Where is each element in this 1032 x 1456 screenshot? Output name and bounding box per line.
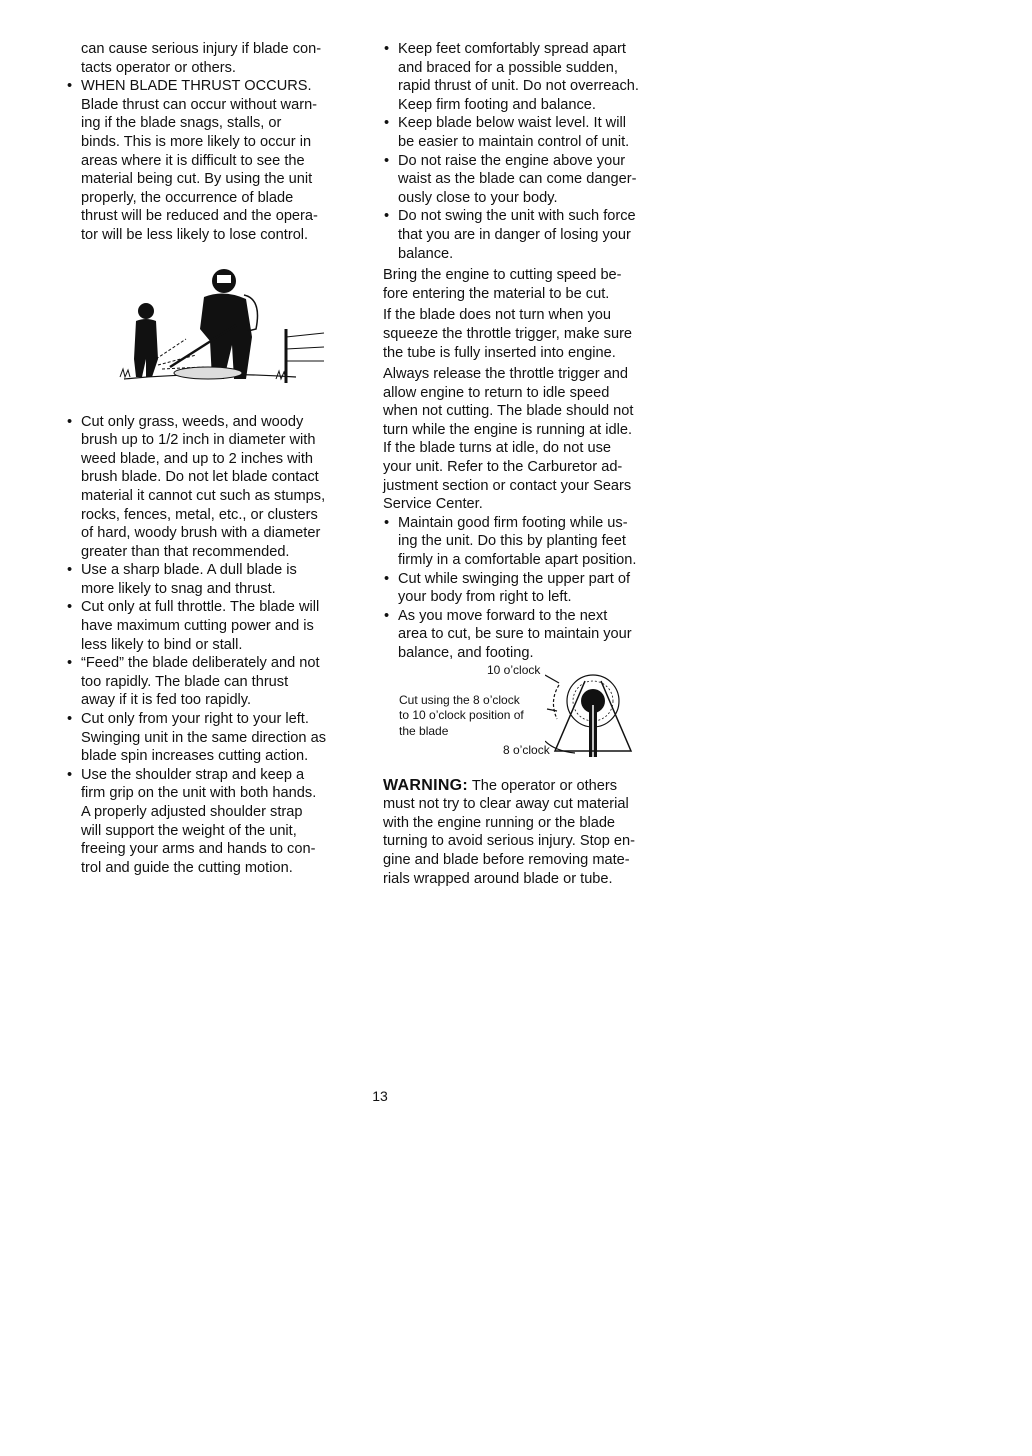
text-line: less likely to bind or stall. (81, 636, 243, 653)
text-line: trol and guide the cutting motion. (81, 859, 293, 876)
list-item (66, 561, 364, 598)
left-column (66, 40, 364, 877)
text-line: your unit. Refer to the Carburetor ad- (383, 459, 623, 476)
text-line: area to cut, be sure to maintain your (398, 626, 632, 643)
text-line: balance. (398, 245, 454, 262)
list-item (383, 152, 683, 208)
text-line: too rapidly. The blade can thrust (81, 673, 289, 690)
text-line: Keep firm footing and balance. (398, 96, 596, 113)
text-line: rials wrapped around blade or tube. (383, 870, 613, 887)
text-line: ing the unit. Do this by planting feet (398, 533, 626, 550)
text-line: squeeze the throttle trigger, make sure (383, 325, 633, 342)
text-line: • Maintain good firm footing while us- (398, 514, 628, 531)
text-line: the tube is fully inserted into engine. (383, 344, 616, 361)
operator-with-brushcutter-illustration (96, 259, 326, 399)
text-line: blade spin increases cutting action. (81, 748, 309, 765)
list-item (66, 710, 364, 766)
text-line: • Do not swing the unit with such force (398, 208, 636, 225)
page-number: 13 (372, 1088, 388, 1104)
text-line: freeing your arms and hands to con- (81, 841, 316, 858)
text-line: • Use a sharp blade. A dull blade is (81, 562, 297, 579)
label-10-oclock: 10 o’clock (487, 662, 541, 677)
warning-paragraph (383, 777, 683, 889)
text-line: If the blade does not turn when you (383, 307, 611, 324)
blade-thrust-bullet (66, 77, 364, 244)
caption-line: to 10 o’clock position of (399, 708, 524, 723)
text-line: of hard, woody brush with a diameter (81, 525, 321, 542)
blade-clock-figure (383, 661, 683, 777)
warning-first-line (383, 777, 683, 796)
text-line: justment section or contact your Sears (383, 477, 632, 494)
text-line: rocks, fences, metal, etc., or clusters (81, 506, 318, 523)
text-line: • Cut only from your right to your left. (81, 711, 309, 728)
text-line: more likely to snag and thrust. (81, 580, 276, 597)
text-line: gine and blade before removing mate- (383, 851, 630, 868)
text-line: • Cut while swinging the upper part of (398, 570, 631, 587)
list-item (383, 40, 683, 114)
text-line: Swinging unit in the same direction as (81, 729, 326, 746)
text-line: material being cut. By using the unit (81, 171, 313, 188)
paragraph (383, 306, 683, 362)
text-line: • Keep blade below waist level. It will (398, 115, 626, 132)
text-line: firm grip on the unit with both hands. (81, 785, 317, 802)
text-line: • Do not raise the engine above your (398, 152, 626, 169)
text-line: allow engine to return to idle speed (383, 384, 610, 401)
paragraph (383, 365, 683, 514)
paragraph (383, 266, 683, 303)
text-line: turn while the engine is running at idle. (383, 421, 633, 438)
clock-caption (399, 693, 524, 740)
list-item (383, 207, 683, 263)
text-line: Bring the engine to cutting speed be- (383, 267, 622, 284)
text-line: • Keep feet comfortably spread apart (398, 41, 626, 57)
text-line: your body from right to left. (398, 589, 572, 606)
text-line: tacts operator or others. (81, 59, 236, 76)
text-line: away if it is fed too rapidly. (81, 692, 252, 709)
text-line: greater than that recommended. (81, 543, 290, 560)
blade-thrust-heading: • WHEN BLADE THRUST OCCURS. (81, 78, 312, 95)
text-line: be easier to maintain control of unit. (398, 133, 630, 150)
text-line: will support the weight of the unit, (81, 822, 297, 839)
list-item (383, 114, 683, 151)
text-line: • Cut only grass, weeds, and woody (81, 413, 304, 430)
text-line: can cause serious injury if blade con- (81, 41, 322, 57)
text-line: Blade thrust can occur without warn- (81, 96, 318, 113)
intro-paragraph (66, 40, 364, 77)
text-line: and braced for a possible sudden, (398, 59, 618, 76)
caption-line: Cut using the 8 o’clock (399, 692, 520, 707)
text-line: weed blade, and up to 2 inches with (81, 450, 314, 467)
list-item (383, 514, 683, 570)
text-line: with the engine running or the blade (383, 814, 616, 831)
list-item (383, 607, 683, 663)
text-line: • As you move forward to the next (398, 607, 608, 624)
text-line: • Use the shoulder strap and keep a (81, 766, 305, 783)
list-item (66, 413, 364, 562)
text-line: • “Feed” the blade deliberately and not (81, 655, 320, 672)
text-line: tor will be less likely to lose control. (81, 226, 309, 243)
list-item (383, 570, 683, 607)
text-line: Service Center. (383, 496, 483, 513)
text-line: properly, the occurrence of blade (81, 189, 294, 206)
text-line: fore entering the material to be cut. (383, 285, 610, 302)
text-line: that you are in danger of losing your (398, 226, 631, 243)
text-line: material it cannot cut such as stumps, (81, 487, 326, 504)
warning-text: The operator or others (468, 777, 618, 794)
text-line: binds. This is more likely to occur in (81, 133, 312, 150)
text-line: firmly in a comfortable apart position. (398, 552, 637, 569)
warning-label: WARNING: (383, 776, 469, 794)
label-8-oclock: 8 o’clock (503, 742, 550, 757)
blade-clock-position-diagram (545, 661, 641, 761)
text-line: rapid thrust of unit. Do not overreach. (398, 78, 639, 95)
text-line: turning to avoid serious injury. Stop en- (383, 833, 636, 850)
text-line: have maximum cutting power and is (81, 618, 314, 635)
list-item (66, 598, 364, 654)
text-line: brush up to 1/2 inch in diameter with (81, 432, 316, 449)
caption-line: the blade (399, 723, 449, 738)
text-line: must not try to clear away cut material (383, 796, 629, 813)
text-line: • Cut only at full throttle. The blade will (81, 599, 320, 616)
text-line: thrust will be reduced and the opera- (81, 208, 318, 225)
text-line: Always release the throttle trigger and (383, 366, 628, 383)
text-line: waist as the blade can come danger- (398, 171, 637, 188)
text-line: brush blade. Do not let blade contact (81, 469, 319, 486)
text-line: when not cutting. The blade should not (383, 403, 634, 420)
text-line: A properly adjusted shoulder strap (81, 804, 303, 820)
right-column (383, 40, 683, 888)
text-line: If the blade turns at idle, do not use (383, 440, 611, 457)
list-item (66, 654, 364, 710)
text-line: ously close to your body. (398, 189, 558, 206)
text-line: balance, and footing. (398, 645, 534, 661)
text-line: areas where it is difficult to see the (81, 152, 305, 169)
text-line: ing if the blade snags, stalls, or (81, 115, 282, 132)
list-item (66, 766, 364, 878)
